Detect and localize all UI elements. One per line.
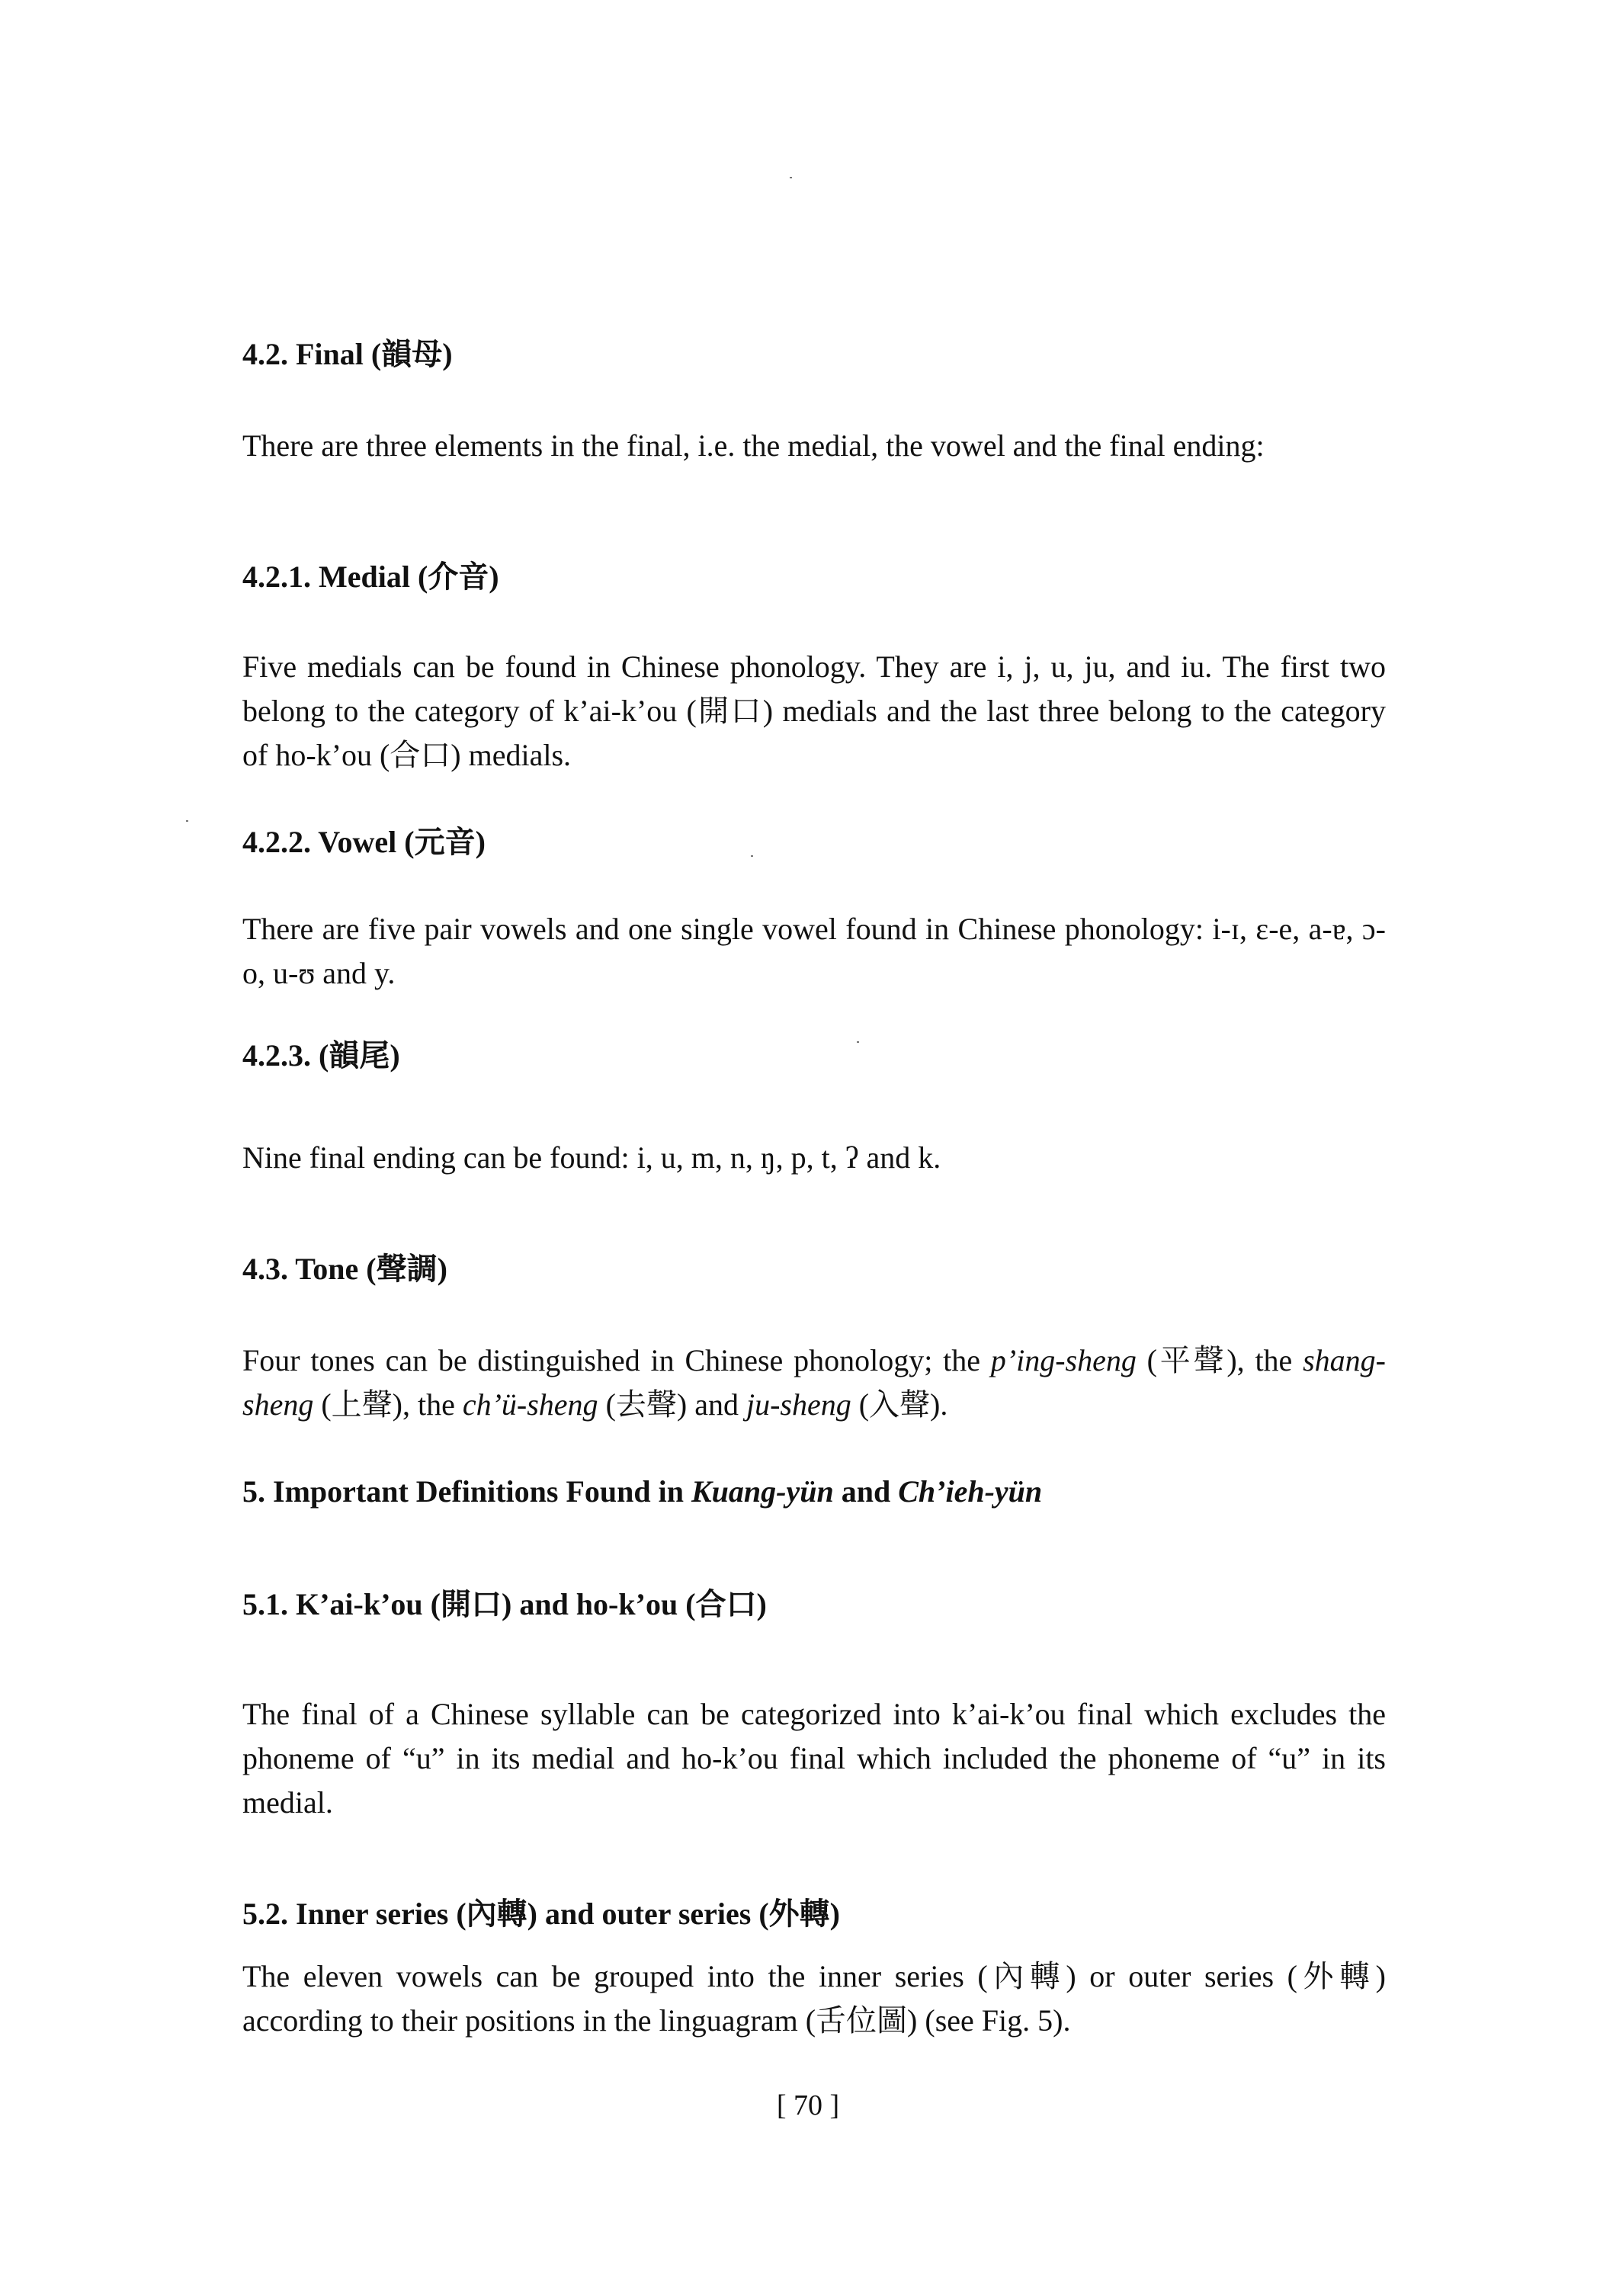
tone-text-part: (去聲) and <box>598 1387 746 1422</box>
tone-text-part: (入聲). <box>851 1387 948 1422</box>
scan-speck <box>186 820 188 822</box>
tone-term-p-ing-sheng: p’ing-sheng <box>990 1343 1137 1377</box>
section-text-5-2: The eleven vowels can be grouped into the inner series (內轉) or outer series (外轉) according to their positions in the linguagram (舌位圖) (see Fig. 5). <box>242 1959 1386 2038</box>
heading-title-kuang-yun: Kuang-yün <box>691 1474 834 1509</box>
tone-text-part: (上聲), the <box>313 1387 463 1422</box>
scan-speck <box>790 177 792 178</box>
section-text-4-2-2: There are five pair vowels and one single vowel found in Chinese phonology: i-ɪ, ɛ-e, a-ɐ, ɔ-o, u-ʊ and y. <box>242 912 1386 990</box>
heading-part: 5. Important Definitions Found in <box>242 1474 691 1509</box>
section-heading-4-2-2: 4.2.2. Vowel (元音) <box>242 825 486 859</box>
page-number: [ 70 ] <box>776 2089 840 2121</box>
tone-text-part: (平聲), the <box>1136 1343 1303 1377</box>
heading-title-ch-ieh-yun: Ch’ieh-yün <box>898 1474 1043 1509</box>
section-heading-5-2: 5.2. Inner series (內轉) and outer series (外轉) <box>242 1897 840 1931</box>
section-heading-5-1: 5.1. K’ai-k’ou (開口) and ho-k’ou (合口) <box>242 1587 767 1621</box>
section-text-4-3 <box>242 1339 1386 1427</box>
section-text-5-1: The final of a Chinese syllable can be categorized into k’ai-k’ou final which excludes the phoneme of “u” in its medial and ho-k’ou final which included the phoneme of “u” in its medial. <box>242 1697 1386 1820</box>
section-text-4-2-1: Five medials can be found in Chinese phonology. They are i, j, u, ju, and iu. The first two belong to the category of k’ai-k’ou (開口) medials and the last three belong to the category of ho-k’ou (合口) medials. <box>242 649 1386 772</box>
section-text-4-2-3: Nine final ending can be found: i, u, m, n, ŋ, p, t, ʔ and k. <box>242 1140 941 1175</box>
tone-term-ju-sheng: ju-sheng <box>745 1387 851 1422</box>
tone-term-ch-u-sheng: ch’ü-sheng <box>462 1387 598 1422</box>
tone-text-part: Four tones can be distinguished in Chinese phonology; the <box>242 1343 991 1377</box>
section-heading-4-2: 4.2. Final (韻母) <box>242 337 453 371</box>
section-heading-4-2-1: 4.2.1. Medial (介音) <box>242 560 499 594</box>
tone-term-shang-sheng: shang-sheng <box>242 1343 1386 1422</box>
section-heading-4-2-3: 4.2.3. (韻尾) <box>242 1038 400 1073</box>
section-heading-4-3: 4.3. Tone (聲調) <box>242 1252 447 1286</box>
heading-part: and <box>833 1474 899 1509</box>
section-text-4-2: There are three elements in the final, i.e. the medial, the vowel and the final ending: <box>242 428 1265 463</box>
section-heading-5 <box>242 1473 1386 1511</box>
